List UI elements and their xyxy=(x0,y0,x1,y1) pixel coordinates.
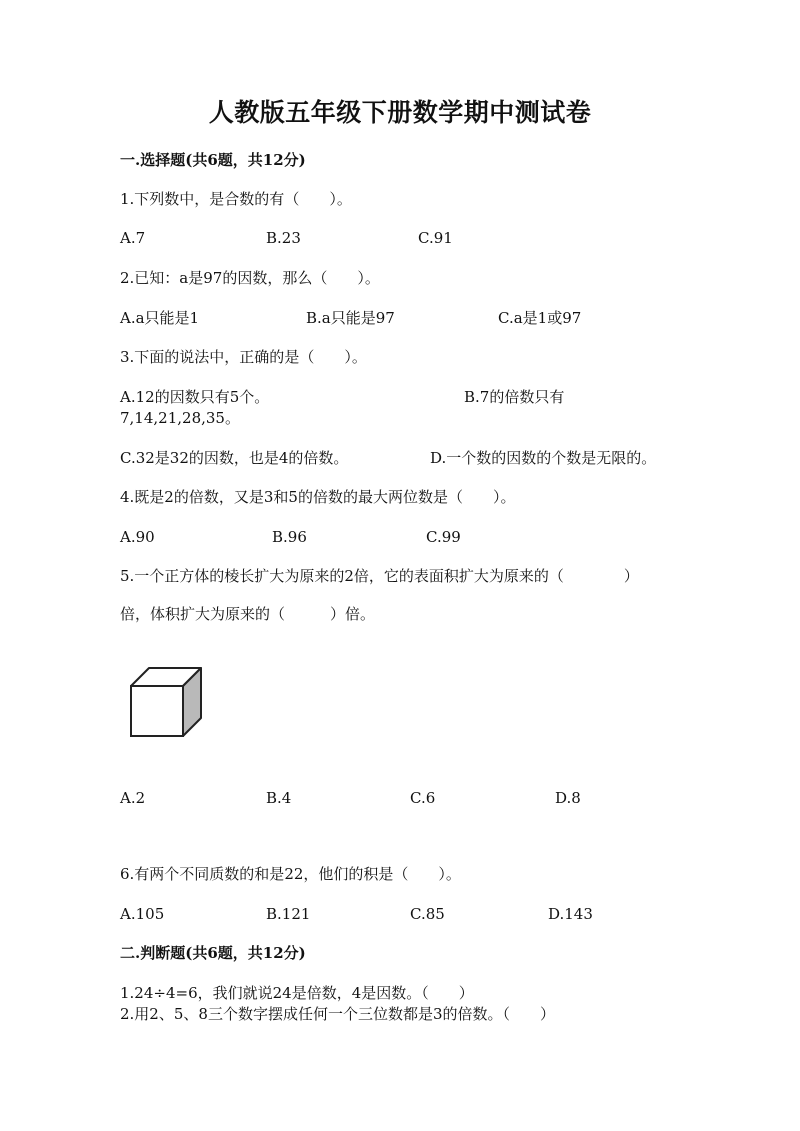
question-5-option-c: C.6 xyxy=(410,789,436,807)
question-4-option-b: B.96 xyxy=(272,528,307,546)
question-1-option-a: A.7 xyxy=(120,229,146,247)
question-4-option-a: A.90 xyxy=(120,528,155,546)
section-header-choice: 一.选择题(共6题，共12分) xyxy=(120,151,306,169)
question-4-stem: 4.既是2的倍数，又是3和5的倍数的最大两位数是（ ）。 xyxy=(120,488,516,506)
question-2-option-b: B.a只能是97 xyxy=(306,309,395,327)
question-6-option-a: A.105 xyxy=(120,905,165,923)
question-3-option-a: A.12的因数只有5个。 xyxy=(120,388,270,406)
question-1-stem: 1.下列数中，是合数的有（ ）。 xyxy=(120,190,352,208)
question-1-option-c: C.91 xyxy=(418,229,453,247)
question-6-option-c: C.85 xyxy=(410,905,445,923)
page-title: 人教版五年级下册数学期中测试卷 xyxy=(208,98,592,127)
question-3-option-c: C.32是32的因数，也是4的倍数。 xyxy=(120,449,349,467)
question-4-option-c: C.99 xyxy=(426,528,461,546)
question-5-option-b: B.4 xyxy=(266,789,292,807)
question-3-option-b-continued: 7,14,21,28,35。 xyxy=(120,409,240,427)
question-2-stem: 2.已知：a是97的因数，那么（ ）。 xyxy=(120,269,380,287)
judgement-item-2: 2.用2、5、8三个数字摆成任何一个三位数都是3的倍数。（ ） xyxy=(120,1005,555,1023)
question-6-stem: 6.有两个不同质数的和是22，他们的积是（ ）。 xyxy=(120,865,461,883)
question-6-option-d: D.143 xyxy=(548,905,593,923)
question-5-option-a: A.2 xyxy=(120,789,146,807)
question-3-stem: 3.下面的说法中，正确的是（ ）。 xyxy=(120,348,367,366)
section-header-judgement: 二.判断题(共6题，共12分) xyxy=(120,944,306,962)
judgement-item-1: 1.24÷4=6，我们就说24是倍数，4是因数。（ ） xyxy=(120,984,474,1002)
cube-icon xyxy=(128,664,206,742)
question-2-option-c: C.a是1或97 xyxy=(498,309,582,327)
question-5-option-d: D.8 xyxy=(555,789,581,807)
question-5-stem-continued: 倍，体积扩大为原来的（ ）倍。 xyxy=(120,605,376,623)
question-1-option-b: B.23 xyxy=(266,229,301,247)
question-2-option-a: A.a只能是1 xyxy=(120,309,200,327)
question-3-option-b: B.7的倍数只有 xyxy=(464,388,565,406)
question-6-option-b: B.121 xyxy=(266,905,311,923)
question-3-option-d: D.一个数的因数的个数是无限的。 xyxy=(430,449,657,467)
question-5-stem: 5.一个正方体的棱长扩大为原来的2倍，它的表面积扩大为原来的（ ） xyxy=(120,567,639,585)
